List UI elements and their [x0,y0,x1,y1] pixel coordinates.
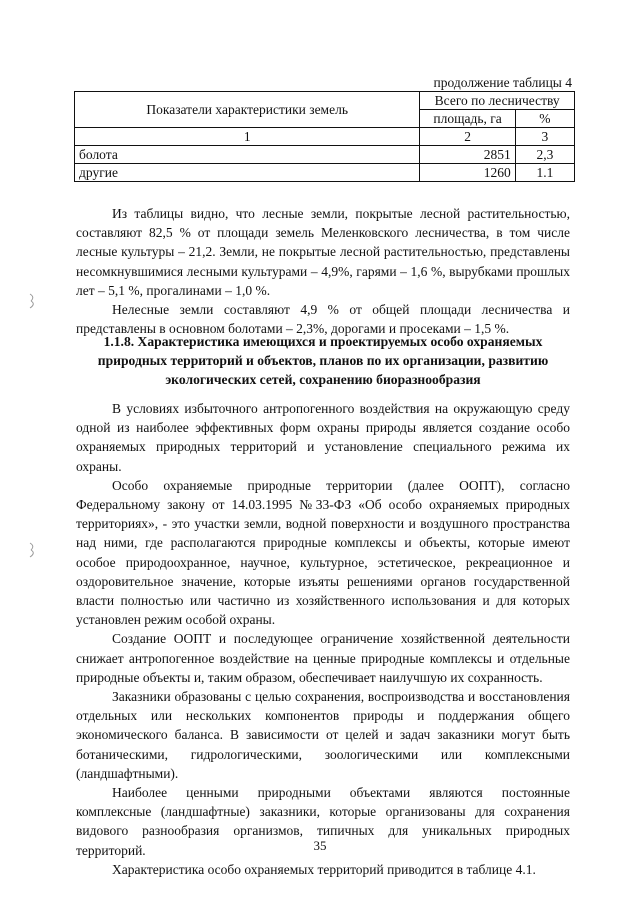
table-header-area: площадь, га [420,110,515,128]
binding-hole-mark [28,292,38,310]
table-cell-area: 1260 [420,164,515,182]
paragraph: Заказники образованы с целью сохранения, воспроизводства и восстановления отдельных или нескольких компонентов природы и поддержания общего экономического баланса. В зависимости от целей и задач заказники могут быть ботаническими, гидрологическими, зоологическими или комплексными (ландшафтными). [76,689,570,781]
table-header-percent: % [515,110,574,128]
intro-text [76,204,570,338]
table-header-indicator: Показатели характеристики земель [75,92,420,128]
paragraph: Создание ООПТ и последующее ограничение хозяйственной деятельности снижает антропогенное воздействие на ценные природные комплексы и отдельные природные объекты и, таким образом, обеспечивает наилучшую их сохранность. [76,631,570,685]
paragraph: В условиях избыточного антропогенного воздействия на окружающую среду одной из наиболее эффективных форм охраны природы является создание особо охраняемых природных территорий и установление специального режима их охраны. [76,401,570,474]
paragraph: Нелесные земли составляют 4,9 % от общей площади лесничества и представлены в основном болотами – 2,3%, дорогами и просеками – 1,5 %. [76,302,570,337]
body-text [76,399,570,879]
table-numbering-row [75,128,575,146]
paragraph: Особо охраняемые природные территории (далее ООПТ), согласно Федеральному закону от 14.03.1995 №33-ФЗ «Об особо охраняемых природных территориях», - это участки земли, водной поверхности и воздушного пространства над ними, где располагаются природные комплексы и объекты, которые имеют особое природоохранное, научное, культурное, эстетическое, рекреационное и оздоровительное значение, которые изъяты решениями органов государственной власти полностью или частично из хозяйственного использования и для которых установлен режим особой охраны. [76,477,570,628]
paragraph: Из таблицы видно, что лесные земли, покрытые лесной растительностью, составляют 82,5 % от площади земель Меленковского лесничества, в том числе лесные культуры – 21,2. Земли, не покрытые лесной растительностью, представлены несомкнувшимися лесными культурами – 4,9%, гарями – 1,6 %, вырубками прошлых лет – 5,1 %, прогалинами – 1,0 %. [76,206,570,298]
land-table [74,91,575,182]
table-cell: 3 [515,128,574,146]
table-cell-percent: 1.1 [515,164,574,182]
paragraph: Наиболее ценными природными объектами являются постоянные комплексные (ландшафтные) заказники, которые организованы для сохранения видового разнообразия организмов, типичных для уникальных природных территорий. [76,785,570,858]
table-row [75,146,575,164]
binding-hole-mark [28,541,38,559]
paragraph: Характеристика особо охраняемых территорий приводится в таблице 4.1. [112,861,536,877]
table-cell: 1 [75,128,420,146]
table-cell-name: другие [75,164,420,182]
section-heading: 1.1.8. Характеристика имеющихся и проектируемых особо охраняемых природных территорий и объектов, планов по их организации, развитию экологических сетей, сохранению биоразнообразия [97,334,549,387]
table-cell-area: 2851 [420,146,515,164]
table-cell-percent: 2,3 [515,146,574,164]
table-row [75,164,575,182]
table-header-group: Всего по лесничеству [420,92,575,110]
table-cell: 2 [420,128,515,146]
table-cell-name: болота [75,146,420,164]
page-number: 35 [313,838,327,853]
table-continuation-label: продолжение таблицы 4 [433,75,572,90]
